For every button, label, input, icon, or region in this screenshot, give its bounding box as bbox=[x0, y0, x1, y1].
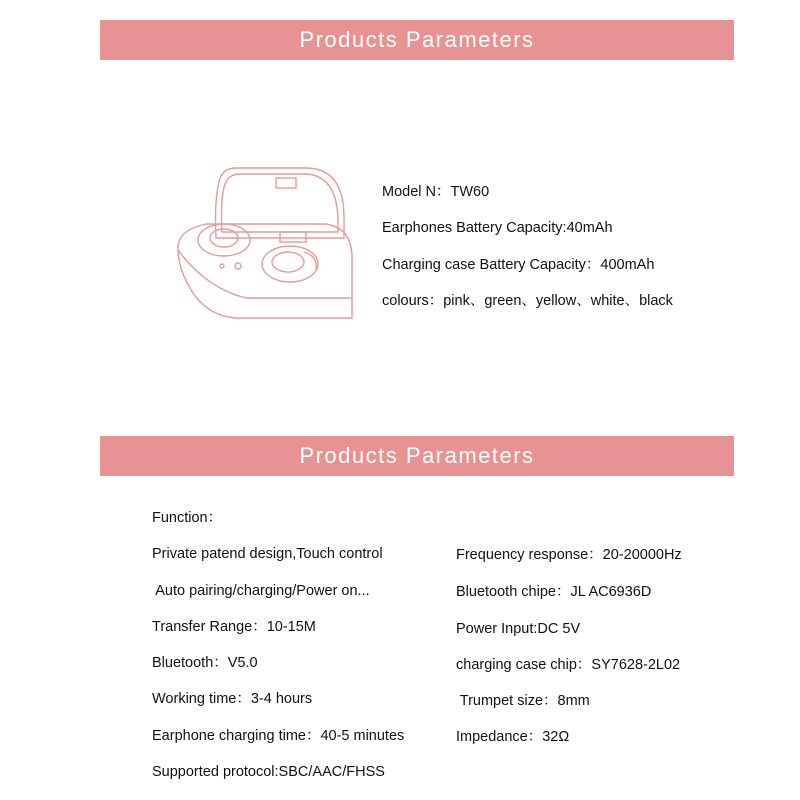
banner-title: Products Parameters bbox=[299, 27, 535, 52]
spec-trumpet-size: Trumpet size：8mm bbox=[456, 693, 590, 709]
spec-case-battery: Charging case Battery Capacity：400mAh bbox=[382, 257, 655, 273]
spec-transfer-range: Transfer Range：10-15M bbox=[152, 619, 316, 635]
spec-protocol: Supported protocol:SBC/AAC/FHSS bbox=[152, 764, 385, 780]
spec-power-input: Power Input:DC 5V bbox=[456, 621, 581, 637]
section-banner-products-parameters bbox=[100, 436, 734, 476]
spec-model: Model N：TW60 bbox=[382, 184, 490, 200]
spec-impedance: Impedance：32Ω bbox=[456, 729, 570, 745]
section-banner-products-parameters bbox=[100, 20, 734, 60]
spec-earphone-battery: Earphones Battery Capacity:40mAh bbox=[382, 220, 613, 236]
banner-title: Products Parameters bbox=[299, 443, 535, 468]
spec-auto-pairing: Auto pairing/charging/Power on... bbox=[152, 583, 370, 599]
spec-charging-time: Earphone charging time：40-5 minutes bbox=[152, 728, 405, 744]
spec-working-time: Working time：3-4 hours bbox=[152, 691, 313, 707]
spec-colours: colours：pink、green、yellow、white、black bbox=[382, 293, 673, 309]
spec-frequency-response: Frequency response：20-20000Hz bbox=[456, 547, 682, 563]
spec-design: Private patend design,Touch control bbox=[152, 546, 383, 562]
spec-bluetooth-version: Bluetooth：V5.0 bbox=[152, 655, 258, 671]
spec-case-chip: charging case chip：SY7628-2L02 bbox=[456, 657, 681, 673]
function-heading: Function： bbox=[152, 510, 223, 526]
spec-bluetooth-chip: Bluetooth chipe：JL AC6936D bbox=[456, 584, 652, 600]
earbuds-case-illustration bbox=[176, 158, 358, 330]
